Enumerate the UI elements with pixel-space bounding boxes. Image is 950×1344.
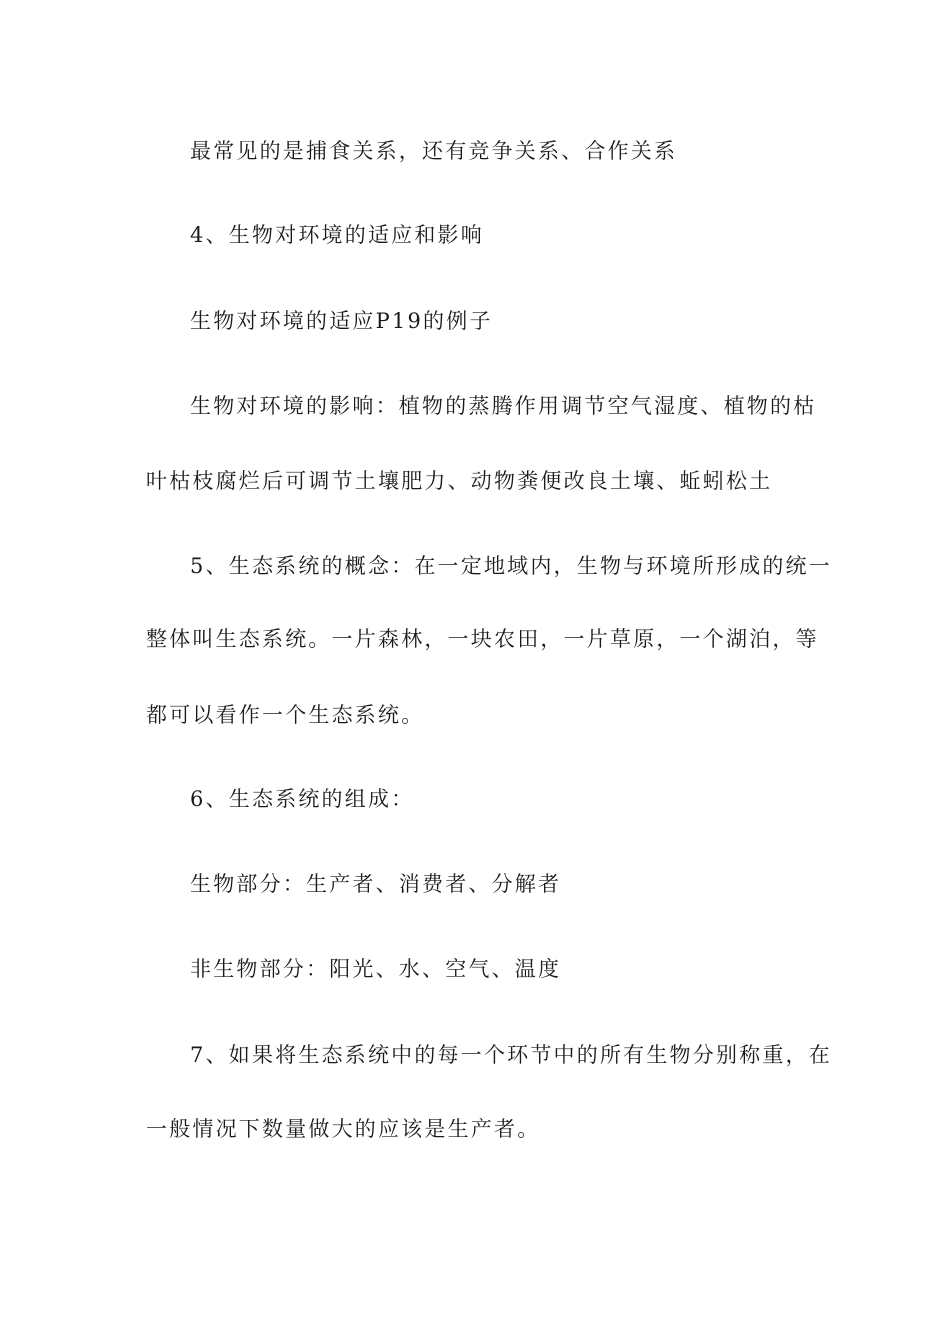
text-line: 非生物部分：阳光、水、空气、温度	[190, 957, 562, 981]
text-line: 整体叫生态系统。一片森林，一块农田，一片草原，一个湖泊，等	[146, 627, 819, 651]
text-line: 生物部分：生产者、消费者、分解者	[190, 872, 562, 896]
text-line: 生物对环境的影响：植物的蒸腾作用调节空气湿度、植物的枯	[190, 394, 817, 418]
section-heading-5: 5、生态系统的概念：在一定地域内，生物与环境所形成的统一	[190, 554, 832, 578]
text-line: 一般情况下数量做大的应该是生产者。	[146, 1117, 541, 1141]
section-heading-7: 7、如果将生态系统中的每一个环节中的所有生物分别称重，在	[190, 1043, 832, 1067]
text-line: 都可以看作一个生态系统。	[146, 703, 425, 727]
text-line: 生物对环境的适应P19的例子	[190, 309, 493, 333]
section-heading-4: 4、生物对环境的适应和影响	[190, 223, 484, 247]
text-line: 最常见的是捕食关系，还有竞争关系、合作关系	[190, 139, 678, 163]
text-line: 叶枯枝腐烂后可调节土壤肥力、动物粪便改良土壤、蚯蚓松土	[146, 469, 773, 493]
section-heading-6: 6、生态系统的组成：	[190, 787, 415, 811]
